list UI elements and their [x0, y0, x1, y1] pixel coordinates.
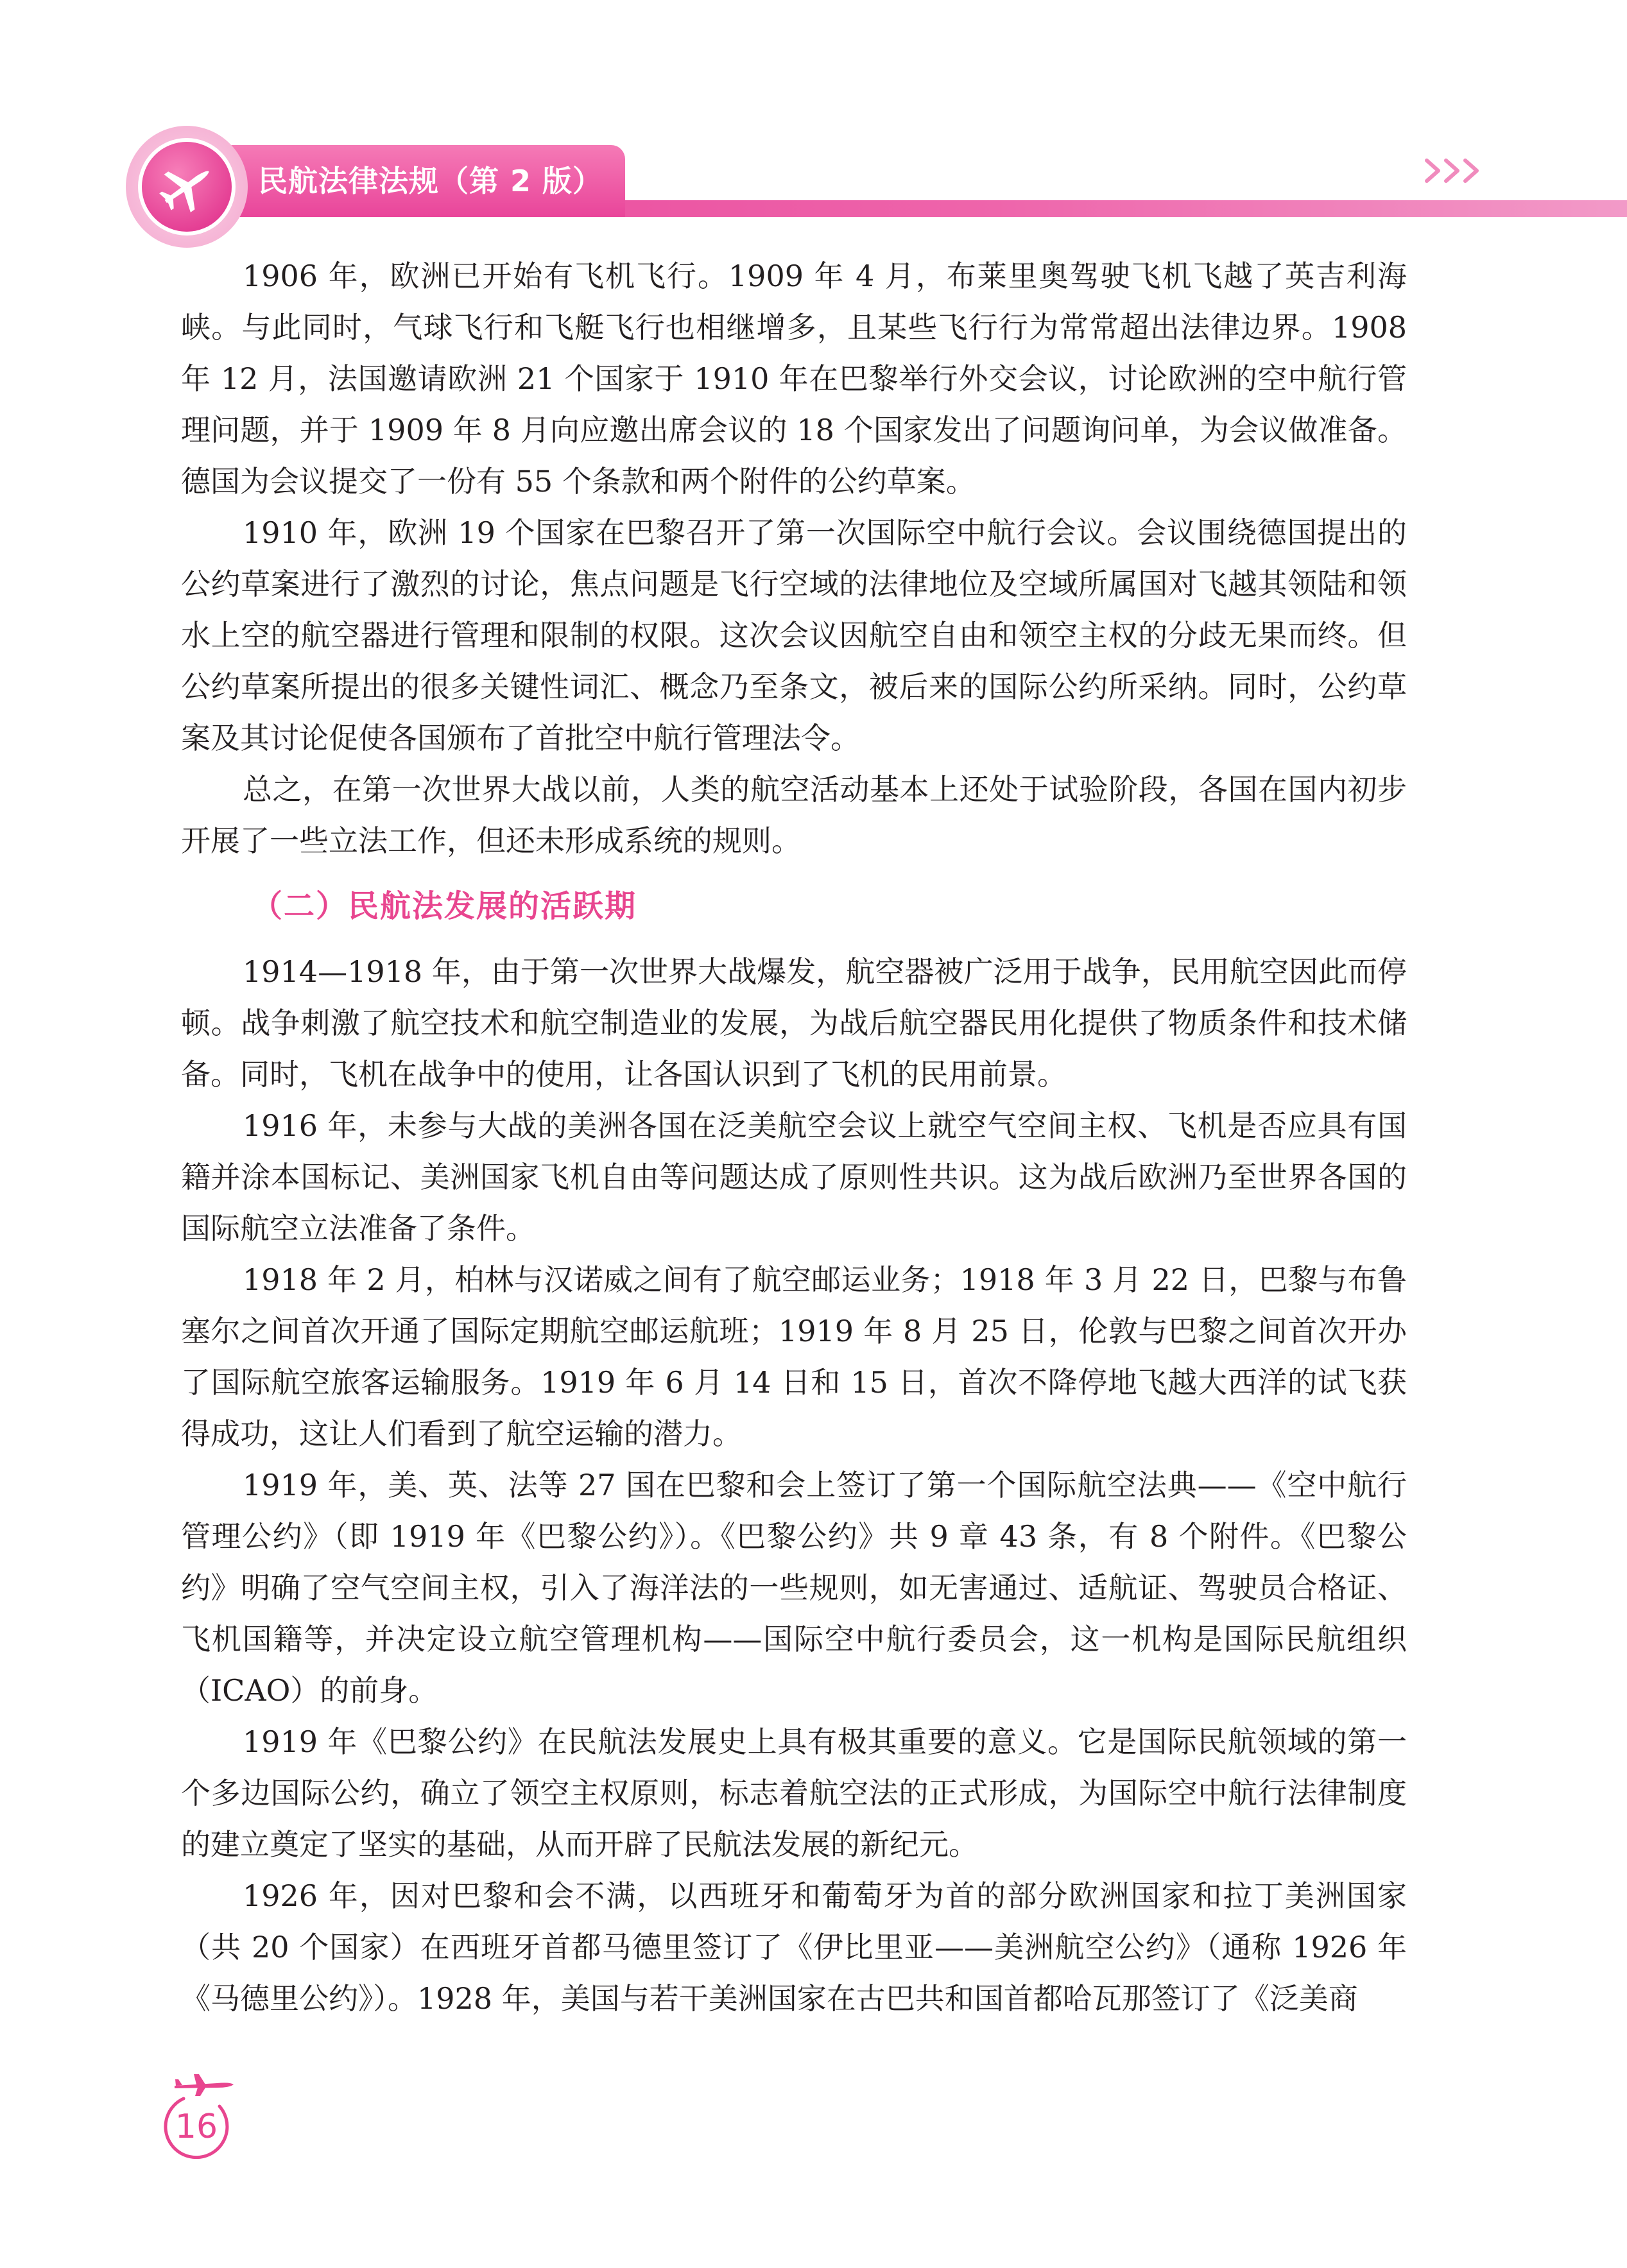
paragraph: 1919 年《巴黎公约》在民航法发展史上具有极其重要的意义。它是国际民航领域的第一个多边国际公约，确立了领空主权原则，标志着航空法的正式形成，为国际空中航行法律制度的建立奠定了坚实的基础，从而开辟了民航法发展的新纪元。 [181, 1724, 1407, 1862]
chevrons-right-icon [1422, 151, 1492, 190]
main-text [181, 250, 1407, 2024]
paragraph: 1906 年，欧洲已开始有飞机飞行。1909 年 4 月，布莱里奥驾驶飞机飞越了英吉利海峡。与此同时，气球飞行和飞艇飞行也相继增多，且某些飞行行为常常超出法律边界。1908 年 12 月，法国邀请欧洲 21 个国家于 1910 年在巴黎举行外交会议，讨论欧洲的空中航行管理问题，并于 1909 年 8 月向应邀出席会议的 18 个国家发出了问题询问单，为会议做准备。德国为会议提交了一份有 55 个条款和两个附件的公约草案。 [181, 259, 1407, 499]
paragraph: 1926 年，因对巴黎和会不满，以西班牙和葡萄牙为首的部分欧洲国家和拉丁美洲国家（共 20 个国家）在西班牙首都马德里签订了《伊比里亚——美洲航空公约》（通称 1926 年《马德里公约》）。1928 年，美国与若干美洲国家在古巴共和国首都哈瓦那签订了《泛美商 [181, 1878, 1407, 2016]
paragraph: 总之，在第一次世界大战以前，人类的航空活动基本上还处于试验阶段，各国在国内初步开展了一些立法工作，但还未形成系统的规则。 [181, 772, 1407, 858]
paragraph: 1918 年 2 月，柏林与汉诺威之间有了航空邮运业务；1918 年 3 月 22 日，巴黎与布鲁塞尔之间首次开通了国际定期航空邮运航班；1919 年 8 月 25 日，伦敦与巴黎之间首次开办了国际航空旅客运输服务。1919 年 6 月 14 日和 15 日，首次不降停地飞越大西洋的试飞获得成功，这让人们看到了航空运输的潜力。 [181, 1262, 1407, 1451]
paragraph: 1910 年，欧洲 19 个国家在巴黎召开了第一次国际空中航行会议。会议围绕德国提出的公约草案进行了激烈的讨论，焦点问题是飞行空域的法律地位及空域所属国对飞越其领陆和领水上空的航空器进行管理和限制的权限。这次会议因航空自由和领空主权的分歧无果而终。但公约草案所提出的很多关键性词汇、概念乃至条文，被后来的国际公约所采纳。同时，公约草案及其讨论促使各国颁布了首批空中航行管理法令。 [181, 515, 1407, 755]
logo-badge [142, 142, 232, 232]
section-heading: （二）民航法发展的活跃期 [252, 888, 637, 924]
page-number: 16 [175, 2108, 218, 2146]
paragraph: 1919 年，美、英、法等 27 国在巴黎和会上签订了第一个国际航空法典——《空中航行管理公约》（即 1919 年《巴黎公约》）。《巴黎公约》共 9 章 43 条，有 8 个附件。《巴黎公约》明确了空气空间主权，引入了海洋法的一些规则，如无害通过、适航证、驾驶员合格证、飞机国籍等，并决定设立航空管理机构——国际空中航行委员会，这一机构是国际民航组织（ICAO）的前身。 [181, 1468, 1407, 1708]
book-title: 民航法律法规（第 2 版） [226, 145, 625, 217]
airplane-icon [155, 155, 219, 219]
paragraph: 1914—1918 年，由于第一次世界大战爆发，航空器被广泛用于战争，民用航空因此而停顿。战争刺激了航空技术和航空制造业的发展，为战后航空器民用化提供了物质条件和技术储备。同时，飞机在战争中的使用，让各国认识到了飞机的民用前景。 [181, 954, 1407, 1092]
paragraph: 1916 年，未参与大战的美洲各国在泛美航空会议上就空气空间主权、飞机是否应具有国籍并涂本国标记、美洲国家飞机自由等问题达成了原则性共识。这为战后欧洲乃至世界各国的国际航空立法准备了条件。 [181, 1108, 1407, 1246]
